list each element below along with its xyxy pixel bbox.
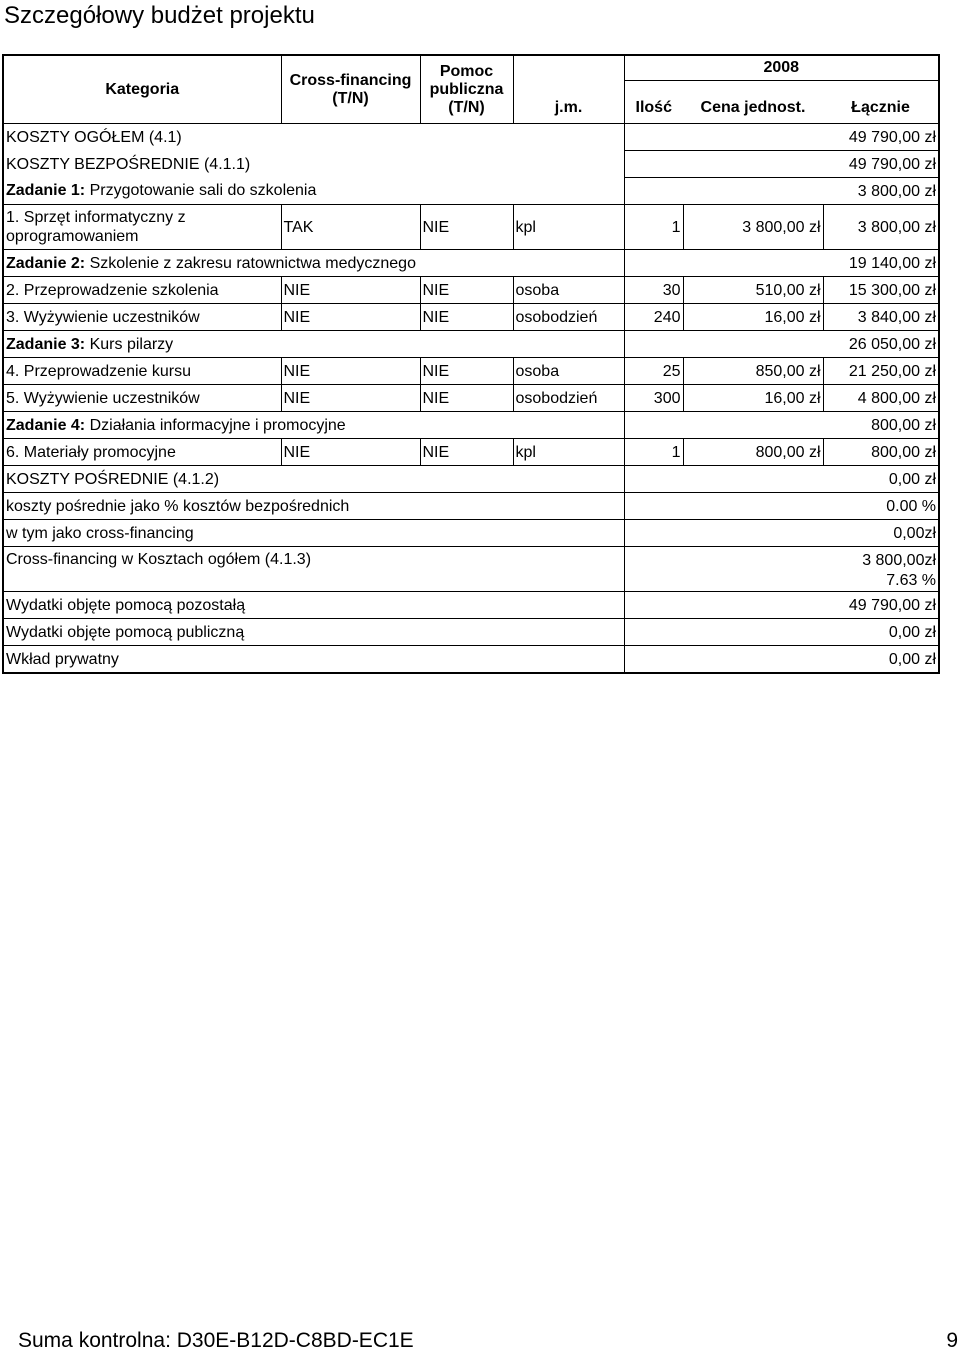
item-row xyxy=(3,304,939,331)
cross-financing-part-label: w tym jako cross-financing xyxy=(3,520,624,547)
item-cross-financing: TAK xyxy=(281,205,420,250)
item-price: 850,00 zł xyxy=(683,358,823,385)
koszty-bezposrednie-total: 49 790,00 zł xyxy=(624,151,939,178)
task-name: Działania informacyjne i promocyjne xyxy=(89,416,346,434)
task-total: 3 800,00 zł xyxy=(624,178,939,205)
task-prefix: Zadanie 4: xyxy=(6,416,86,434)
item-total: 4 800,00 zł xyxy=(823,385,939,412)
task-total: 26 050,00 zł xyxy=(624,331,939,358)
posrednie-percent-label: koszty pośrednie jako % kosztów bezpośrednich xyxy=(3,493,624,520)
header-lacznie: Łącznie xyxy=(823,81,939,124)
task-row xyxy=(3,250,939,277)
task-label xyxy=(3,331,624,358)
item-pomoc-publiczna: NIE xyxy=(420,358,513,385)
posrednie-percent-value: 0.00 % xyxy=(624,493,939,520)
task-total: 19 140,00 zł xyxy=(624,250,939,277)
page-title: Szczegółowy budżet projektu xyxy=(4,2,315,29)
task-prefix: Zadanie 2: xyxy=(6,254,86,272)
header-pomoc-publiczna: Pomoc publiczna (T/N) xyxy=(420,55,513,124)
item-qty: 300 xyxy=(624,385,683,412)
item-price: 16,00 zł xyxy=(683,304,823,331)
task-row xyxy=(3,412,939,439)
item-price: 16,00 zł xyxy=(683,385,823,412)
item-cross-financing: NIE xyxy=(281,358,420,385)
task-label xyxy=(3,178,624,205)
item-row xyxy=(3,385,939,412)
header-ilosc: Ilość xyxy=(624,81,683,124)
item-jm: osoba xyxy=(513,358,624,385)
item-cross-financing: NIE xyxy=(281,304,420,331)
item-row xyxy=(3,277,939,304)
wklad-prywatny-label: Wkład prywatny xyxy=(3,646,624,674)
item-qty: 30 xyxy=(624,277,683,304)
item-jm: osoba xyxy=(513,277,624,304)
posrednie-percent-row xyxy=(3,493,939,520)
item-cross-financing: NIE xyxy=(281,277,420,304)
wklad-prywatny-row xyxy=(3,646,939,674)
item-qty: 25 xyxy=(624,358,683,385)
koszty-ogolem-row xyxy=(3,124,939,151)
item-total: 3 800,00 zł xyxy=(823,205,939,250)
wydatki-publiczna-row xyxy=(3,619,939,646)
header-kategoria: Kategoria xyxy=(3,55,281,124)
item-total: 15 300,00 zł xyxy=(823,277,939,304)
koszty-ogolem-label: KOSZTY OGÓŁEM (4.1) xyxy=(6,128,182,146)
task-row xyxy=(3,331,939,358)
item-qty: 1 xyxy=(624,439,683,466)
item-jm: kpl xyxy=(513,439,624,466)
item-name: 1. Sprzęt informatyczny z oprogramowaniem xyxy=(3,205,281,250)
item-jm: osobodzień xyxy=(513,385,624,412)
koszty-posrednie-total: 0,00 zł xyxy=(624,466,939,493)
item-price: 800,00 zł xyxy=(683,439,823,466)
cross-financing-total-label: Cross-financing w Kosztach ogółem (4.1.3) xyxy=(3,547,624,592)
checksum: Suma kontrolna: D30E-B12D-C8BD-EC1E xyxy=(18,1329,414,1352)
item-row xyxy=(3,439,939,466)
item-pomoc-publiczna: NIE xyxy=(420,385,513,412)
header-cena: Cena jednost. xyxy=(683,81,823,124)
wydatki-pozostala-row xyxy=(3,592,939,619)
item-name: 3. Wyżywienie uczestników xyxy=(3,304,281,331)
item-pomoc-publiczna: NIE xyxy=(420,205,513,250)
item-name: 5. Wyżywienie uczestników xyxy=(3,385,281,412)
koszty-ogolem-total: 49 790,00 zł xyxy=(624,124,939,151)
item-total: 800,00 zł xyxy=(823,439,939,466)
item-jm: osobodzień xyxy=(513,304,624,331)
cross-financing-total-row xyxy=(3,547,939,592)
item-pomoc-publiczna: NIE xyxy=(420,277,513,304)
wydatki-pozostala-label: Wydatki objęte pomocą pozostałą xyxy=(3,592,624,619)
item-total: 21 250,00 zł xyxy=(823,358,939,385)
item-name: 6. Materiały promocyjne xyxy=(3,439,281,466)
header-year: 2008 xyxy=(624,55,939,81)
wklad-prywatny-value: 0,00 zł xyxy=(624,646,939,674)
wydatki-pozostala-value: 49 790,00 zł xyxy=(624,592,939,619)
cross-financing-part-row xyxy=(3,520,939,547)
header-row-top xyxy=(3,55,939,81)
page-footer xyxy=(18,1328,960,1354)
task-total: 800,00 zł xyxy=(624,412,939,439)
task-name: Szkolenie z zakresu ratownictwa medycznego xyxy=(89,254,416,272)
task-name: Przygotowanie sali do szkolenia xyxy=(89,182,317,200)
item-total: 3 840,00 zł xyxy=(823,304,939,331)
header-cross-financing: Cross-financing (T/N) xyxy=(281,55,420,124)
task-label xyxy=(3,250,624,277)
item-name: 4. Przeprowadzenie kursu xyxy=(3,358,281,385)
cross-financing-total-value-cell xyxy=(624,547,939,592)
wydatki-publiczna-label: Wydatki objęte pomocą publiczną xyxy=(3,619,624,646)
item-price: 510,00 zł xyxy=(683,277,823,304)
item-cross-financing: NIE xyxy=(281,439,420,466)
cross-financing-total-percent: 7.63 % xyxy=(886,572,937,589)
item-jm: kpl xyxy=(513,205,624,250)
item-qty: 240 xyxy=(624,304,683,331)
item-row xyxy=(3,358,939,385)
item-pomoc-publiczna: NIE xyxy=(420,439,513,466)
budget-table xyxy=(2,54,940,674)
task-prefix: Zadanie 3: xyxy=(6,335,86,353)
task-label xyxy=(3,412,624,439)
page-number: 9 xyxy=(946,1329,958,1352)
item-name: 2. Przeprowadzenie szkolenia xyxy=(3,277,281,304)
item-pomoc-publiczna: NIE xyxy=(420,304,513,331)
koszty-posrednie-row xyxy=(3,466,939,493)
item-qty: 1 xyxy=(624,205,683,250)
item-cross-financing: NIE xyxy=(281,385,420,412)
cross-financing-part-value: 0,00zł xyxy=(624,520,939,547)
koszty-posrednie-label: KOSZTY POŚREDNIE (4.1.2) xyxy=(3,466,624,493)
header-jm: j.m. xyxy=(513,55,624,124)
cross-financing-total-value: 3 800,00zł xyxy=(862,552,937,569)
koszty-bezposrednie-row xyxy=(3,151,939,178)
item-row xyxy=(3,205,939,250)
wydatki-publiczna-value: 0,00 zł xyxy=(624,619,939,646)
item-price: 3 800,00 zł xyxy=(683,205,823,250)
task-name: Kurs pilarzy xyxy=(89,335,174,353)
task-prefix: Zadanie 1: xyxy=(6,182,86,200)
task-row xyxy=(3,178,939,205)
koszty-bezposrednie-label: KOSZTY BEZPOŚREDNIE (4.1.1) xyxy=(6,155,251,173)
